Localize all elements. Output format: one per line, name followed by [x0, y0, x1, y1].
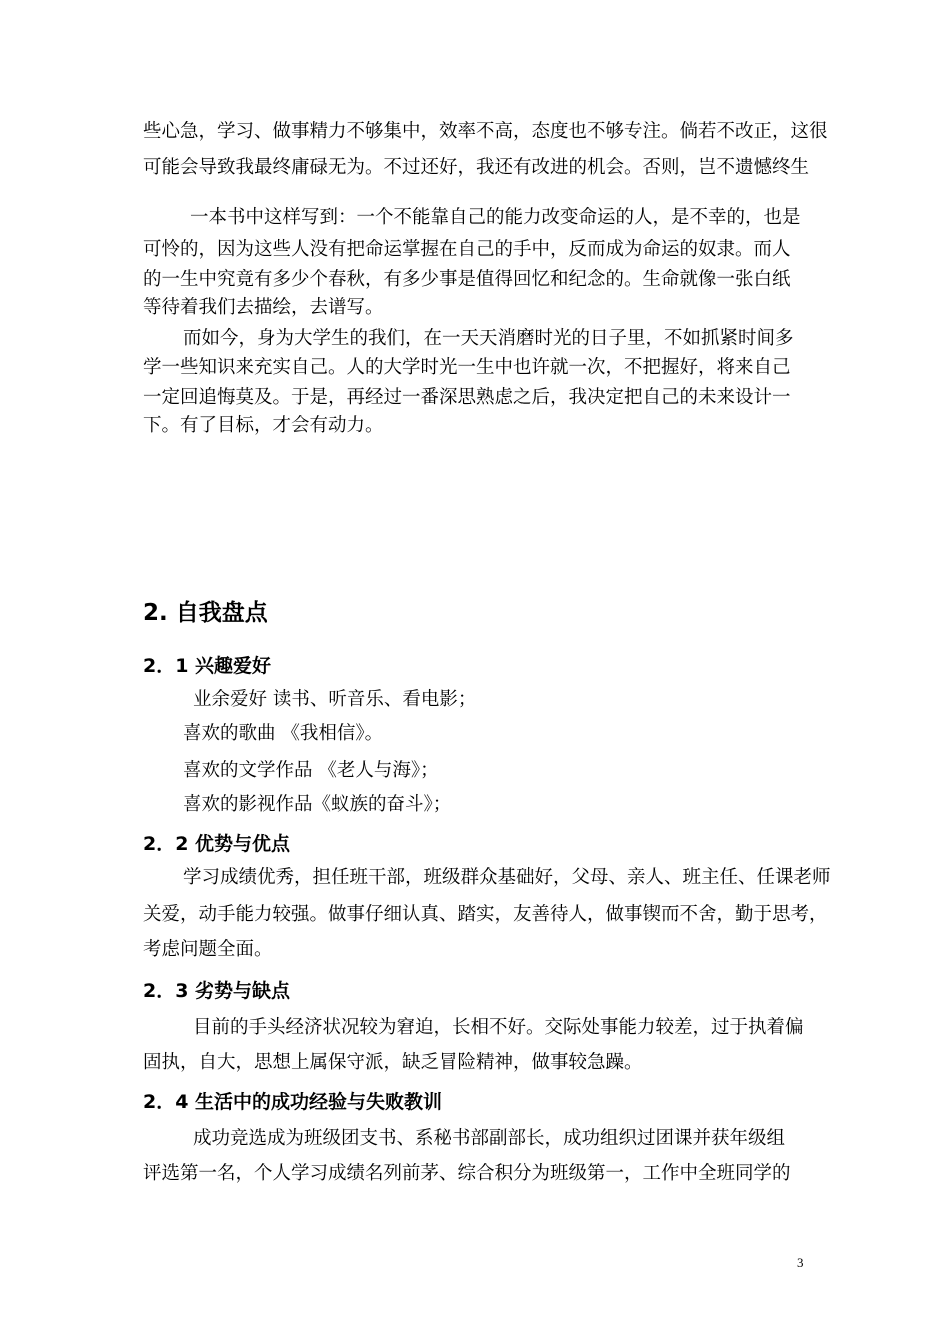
page-number: 3	[797, 1255, 804, 1270]
text-line: 关爱，动手能力较强。做事仔细认真、踏实，友善待人，做事锲而不舍，勤于思考，	[143, 904, 828, 925]
text-line: 下。有了目标，才会有动力。	[143, 415, 384, 436]
subsection-heading: 2．3 劣势与缺点	[143, 980, 291, 1002]
text-line: 评选第一名，个人学习成绩名列前茅、综合积分为班级第一，工作中全班同学的	[143, 1163, 791, 1184]
text-line: 成功竞选成为班级团支书、系秘书部副部长，成功组织过团课并获年级组	[193, 1128, 786, 1149]
text-line: 目前的手头经济状况较为窘迫，长相不好。交际处事能力较差，过于执着偏	[193, 1017, 804, 1038]
text-line: 些心急，学习、做事精力不够集中，效率不高，态度也不够专注。倘若不改正，这很	[143, 121, 828, 142]
text-line: 可怜的，因为这些人没有把命运掌握在自己的手中，反而成为命运的奴隶。而人	[143, 239, 791, 260]
subsection-heading: 2．1 兴趣爱好	[143, 655, 272, 677]
text-line: 业余爱好 读书、听音乐、看电影；	[193, 689, 477, 710]
text-line: 等待着我们去描绘，去谱写。	[143, 297, 384, 318]
text-line: 而如今，身为大学生的我们，在一天天消磨时光的日子里，不如抓紧时间多	[183, 328, 794, 349]
text-line: 固执，自大，思想上属保守派，缺乏冒险精神，做事较急躁。	[143, 1052, 643, 1073]
text-line: 一定回追悔莫及。于是，再经过一番深思熟虑之后，我决定把自己的未来设计一	[143, 387, 791, 408]
text-line: 喜欢的文学作品 《老人与海》；	[183, 760, 439, 781]
text-line: 可能会导致我最终庸碌无为。不过还好，我还有改进的机会。否则，岂不遗憾终生	[143, 157, 810, 178]
subsection-heading: 2．2 优势与优点	[143, 833, 291, 855]
text-line: 一本书中这样写到：一个不能靠自己的能力改变命运的人，是不幸的，也是	[190, 207, 801, 228]
text-line: 学习成绩优秀，担任班干部，班级群众基础好，父母、亲人、班主任、任课老师	[183, 867, 831, 888]
text-line: 考虑问题全面。	[143, 939, 273, 960]
subsection-heading: 2．4 生活中的成功经验与失败教训	[143, 1091, 443, 1113]
text-line: 喜欢的影视作品《蚁族的奋斗》；	[183, 794, 452, 815]
text-line: 学一些知识来充实自己。人的大学时光一生中也许就一次，不把握好，将来自己	[143, 357, 791, 378]
text-line: 喜欢的歌曲 《我相信》。	[183, 723, 384, 744]
text-line: 的一生中究竟有多少个春秋，有多少事是值得回忆和纪念的。生命就像一张白纸	[143, 269, 791, 290]
section-heading: 2. 自我盘点	[143, 600, 268, 626]
